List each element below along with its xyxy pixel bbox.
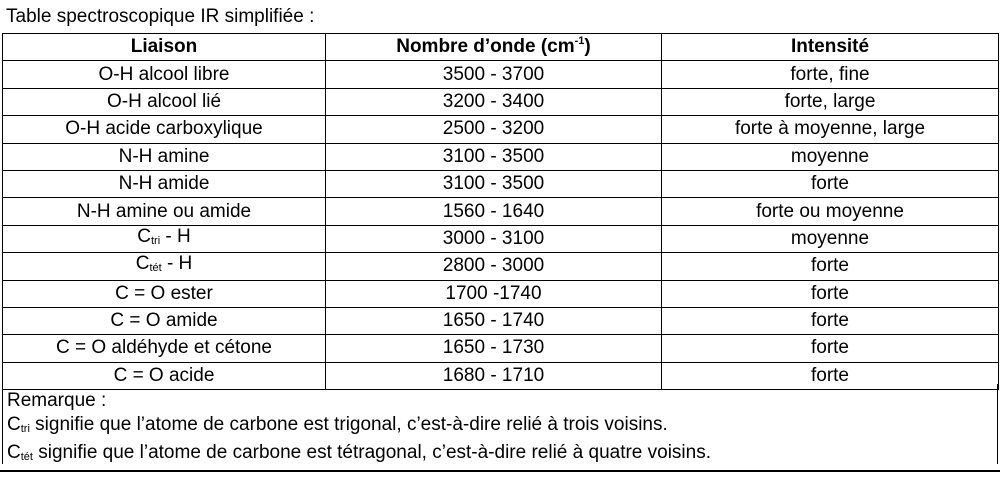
cell-intensite: forte [662, 362, 999, 389]
cell-intensite: forte [662, 280, 999, 307]
cell-intensite: forte, large [662, 88, 999, 115]
table-row [3, 170, 999, 197]
remarks-section [2, 384, 998, 464]
cell-nombre-onde: 3000 - 3100 [326, 225, 662, 252]
remark-text: signifie que l’atome de carbone est trigonal, c’est-à-dire relié à trois voisins. [29, 414, 668, 435]
header-liaison: Liaison [3, 34, 326, 61]
table-row [3, 335, 999, 362]
header-nombre-exponent: -1 [574, 35, 585, 48]
cell-liaison [3, 225, 326, 252]
table-row [3, 116, 999, 143]
remark-line-ctri [7, 413, 997, 441]
cell-nombre-onde: 1560 - 1640 [326, 198, 662, 225]
page-title: Table spectroscopique IR simplifiée : [6, 6, 315, 27]
cell-liaison [3, 335, 326, 362]
cell-liaison [3, 143, 326, 170]
table-row [3, 198, 999, 225]
liaison-text: C = O acide [113, 364, 215, 386]
cell-intensite: forte [662, 253, 999, 280]
cell-intensite: forte [662, 335, 999, 362]
header-intensite: Intensité [662, 34, 999, 61]
cell-intensite: forte ou moyenne [662, 198, 999, 225]
cell-intensite: forte [662, 307, 999, 334]
cell-liaison [3, 116, 326, 143]
cell-nombre-onde: 1700 -1740 [326, 280, 662, 307]
cell-nombre-onde: 3100 - 3500 [326, 170, 662, 197]
cell-nombre-onde: 2500 - 3200 [326, 116, 662, 143]
liaison-text: N-H amine [118, 145, 210, 167]
cell-nombre-onde: 3500 - 3700 [326, 61, 662, 88]
cell-nombre-onde: 3200 - 3400 [326, 88, 662, 115]
remarks-heading: Remarque : [7, 390, 107, 411]
table-row [3, 253, 999, 280]
header-nombre-prefix: Nombre d’onde (cm [396, 36, 575, 58]
cell-intensite: moyenne [662, 225, 999, 252]
table-row [3, 307, 999, 334]
liaison-text: O-H alcool libre [98, 63, 230, 85]
liaison-text: N-H amine ou amide [76, 200, 252, 222]
cell-liaison [3, 198, 326, 225]
cell-liaison [3, 170, 326, 197]
cell-liaison [3, 280, 326, 307]
cell-liaison [3, 61, 326, 88]
remark-symbol-subscript: tét [20, 451, 33, 463]
liaison-tail: - H [161, 253, 193, 275]
liaison-text: O-H acide carboxylique [65, 118, 263, 140]
remark-line-ctet [7, 441, 997, 469]
remark-symbol: C [7, 442, 21, 463]
header-nombre-suffix: ) [584, 36, 591, 58]
table-body [3, 61, 999, 390]
cell-intensite: forte [662, 170, 999, 197]
table-row [3, 88, 999, 115]
ir-spectroscopy-table [2, 33, 999, 390]
cell-intensite: forte à moyenne, large [662, 116, 999, 143]
table-header-row [3, 34, 999, 61]
liaison-text: C [135, 253, 150, 275]
liaison-text: C [137, 225, 151, 247]
cell-nombre-onde: 1680 - 1710 [326, 362, 662, 389]
cell-intensite: forte, fine [662, 61, 999, 88]
cell-nombre-onde: 3100 - 3500 [326, 143, 662, 170]
table-row [3, 143, 999, 170]
cell-liaison [3, 88, 326, 115]
cell-nombre-onde: 1650 - 1730 [326, 335, 662, 362]
header-nombre-onde [326, 34, 662, 61]
remark-text: signifie que l’atome de carbone est tétragonal, c’est-à-dire relié à quatre voisins. [32, 442, 712, 463]
cell-nombre-onde: 1650 - 1740 [326, 307, 662, 334]
cell-nombre-onde: 2800 - 3000 [326, 253, 662, 280]
table-row [3, 225, 999, 252]
cell-liaison [3, 307, 326, 334]
liaison-text: C = O ester [115, 282, 213, 304]
liaison-tail: - H [160, 225, 191, 247]
liaison-text: N-H amide [118, 173, 210, 195]
table-row [3, 280, 999, 307]
liaison-text: C = O amide [110, 310, 218, 332]
liaison-subscript: tét [149, 262, 162, 275]
cell-intensite: moyenne [662, 143, 999, 170]
remark-symbol: C [7, 414, 21, 435]
liaison-text: O-H alcool lié [106, 90, 222, 112]
liaison-subscript: tri [150, 234, 161, 247]
bottom-rule [0, 470, 1000, 472]
remark-symbol-subscript: tri [20, 423, 30, 435]
cell-liaison [3, 253, 326, 280]
table-row [3, 61, 999, 88]
liaison-text: C = O aldéhyde et cétone [55, 337, 272, 359]
